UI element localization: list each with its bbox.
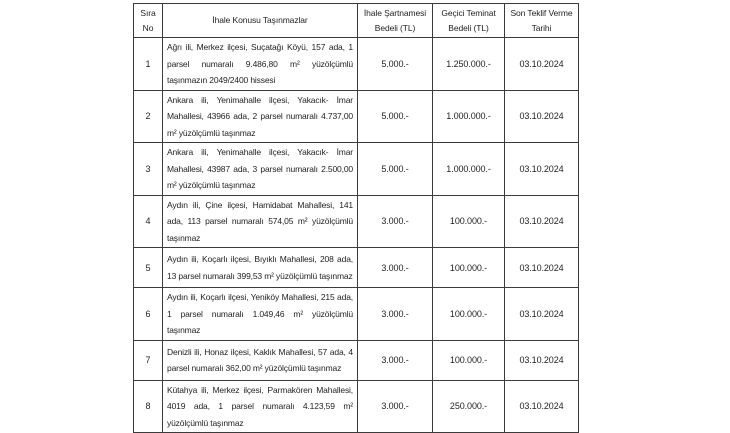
row-number-cell: 2 [134,90,163,143]
row-number-cell: 4 [134,195,163,248]
table-row [134,195,579,248]
deadline-cell: 03.10.2024 [505,248,579,288]
table-row [134,288,579,341]
property-description-cell: Ağrı ili, Merkez ilçesi, Suçatağı Köyü, 157 ada, 1 parsel numaralı 9.486,80 m² yüzölçümlü taşınmazın 2049/2400 hissesi [163,38,358,91]
table-row [134,143,579,196]
row-number-cell: 8 [134,380,163,433]
deadline-cell: 03.10.2024 [505,195,579,248]
column-header-sira-no: Sıra No [134,4,163,38]
deposit-cell: 1.000.000.- [433,90,505,143]
property-description-cell: Aydın ili, Çine ilçesi, Hamidabat Mahallesi, 141 ada, 113 parsel numaralı 574,05 m² yüzölçümlü taşınmaz [163,195,358,248]
property-description-cell: Kütahya ili, Merkez ilçesi, Parmakören Mahallesi, 4019 ada, 1 parsel numaralı 4.123,59 m² yüzölçümlü taşınmaz [163,380,358,433]
table-row [134,38,579,91]
spec-fee-cell: 3.000.- [358,380,433,433]
table-body [134,38,579,433]
property-description-cell: Aydın ili, Koçarlı ilçesi, Bıyıklı Mahallesi, 208 ada, 13 parsel numaralı 399,53 m² yüzölçümlü taşınmaz [163,248,358,288]
column-header-ihale-konusu: İhale Konusu Taşınmazlar [163,4,358,38]
row-number-cell: 3 [134,143,163,196]
property-description-cell: Denizli ili, Honaz ilçesi, Kaklık Mahallesi, 57 ada, 4 parsel numaralı 362,00 m² yüzölçümlü taşınmaz [163,340,358,380]
deadline-cell: 03.10.2024 [505,340,579,380]
tender-table [133,3,579,433]
column-header-sartname-bedeli: İhale Şartnamesi Bedeli (TL) [358,4,433,38]
spec-fee-cell: 3.000.- [358,340,433,380]
property-description-cell: Aydın ili, Koçarlı ilçesi, Yeniköy Mahallesi, 215 ada, 1 parsel numaralı 1.049,46 m² yüzölçümlü taşınmaz [163,288,358,341]
column-header-gecici-teminat: Geçici Teminat Bedeli (TL) [433,4,505,38]
spec-fee-cell: 5.000.- [358,143,433,196]
row-number-cell: 1 [134,38,163,91]
deposit-cell: 1.000.000.- [433,143,505,196]
row-number-cell: 5 [134,248,163,288]
deadline-cell: 03.10.2024 [505,38,579,91]
deadline-cell: 03.10.2024 [505,288,579,341]
spec-fee-cell: 3.000.- [358,195,433,248]
deposit-cell: 100.000.- [433,195,505,248]
deadline-cell: 03.10.2024 [505,380,579,433]
deadline-cell: 03.10.2024 [505,143,579,196]
column-header-son-teklif-tarihi: Son Teklif Verme Tarihi [505,4,579,38]
deposit-cell: 250.000.- [433,380,505,433]
table-header [134,4,579,38]
spec-fee-cell: 3.000.- [358,248,433,288]
table-row [134,340,579,380]
table-row [134,248,579,288]
deposit-cell: 100.000.- [433,248,505,288]
deposit-cell: 100.000.- [433,288,505,341]
row-number-cell: 7 [134,340,163,380]
spec-fee-cell: 5.000.- [358,90,433,143]
table-row [134,380,579,433]
property-description-cell: Ankara ili, Yenimahalle ilçesi, Yakacık- İmar Mahallesi, 43966 ada, 2 parsel numaralı 4.737,00 m² yüzölçümlü taşınmaz [163,90,358,143]
header-row [134,4,579,38]
deposit-cell: 100.000.- [433,340,505,380]
table-row [134,90,579,143]
spec-fee-cell: 5.000.- [358,38,433,91]
row-number-cell: 6 [134,288,163,341]
deadline-cell: 03.10.2024 [505,90,579,143]
deposit-cell: 1.250.000.- [433,38,505,91]
property-description-cell: Ankara ili, Yenimahalle ilçesi, Yakacık- İmar Mahallesi, 43987 ada, 3 parsel numaralı 2.500,00 m² yüzölçümlü taşınmaz [163,143,358,196]
spec-fee-cell: 3.000.- [358,288,433,341]
